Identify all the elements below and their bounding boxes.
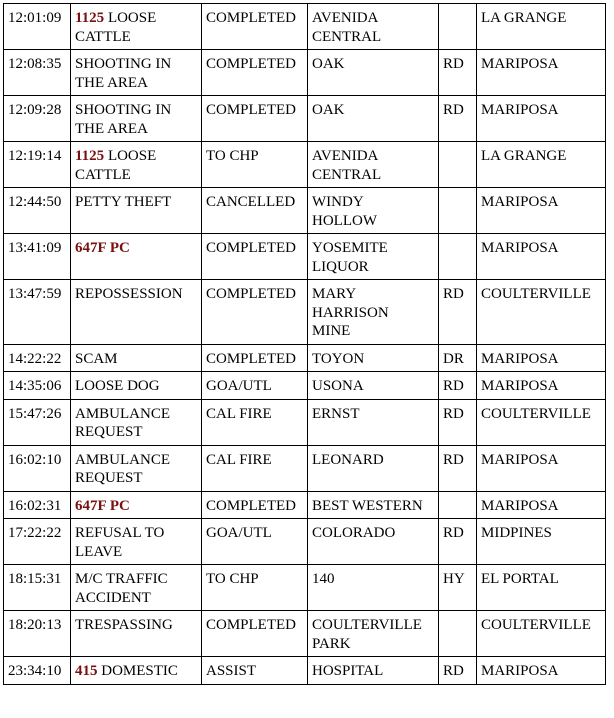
- street-suffix-cell: RD: [439, 50, 477, 96]
- street-suffix-cell: RD: [439, 657, 477, 685]
- status-cell: COMPLETED: [202, 234, 308, 280]
- incident-description: DOMESTIC: [97, 663, 178, 679]
- incident-code: 415: [75, 663, 98, 679]
- time-cell: 16:02:31: [4, 491, 71, 519]
- time-cell: 12:19:14: [4, 142, 71, 188]
- city-cell: COULTERVILLE: [477, 280, 606, 345]
- street-cell: COULTERVILLE PARK: [308, 611, 439, 657]
- call-log-body: [4, 4, 606, 685]
- incident-cell: [71, 565, 202, 611]
- time-cell: 14:22:22: [4, 344, 71, 372]
- status-cell: GOA/UTL: [202, 519, 308, 565]
- time-cell: 13:41:09: [4, 234, 71, 280]
- time-cell: 12:44:50: [4, 188, 71, 234]
- incident-description: REPOSSESSION: [75, 286, 183, 302]
- table-row: [4, 96, 606, 142]
- status-cell: CAL FIRE: [202, 445, 308, 491]
- street-suffix-cell: [439, 188, 477, 234]
- city-cell: MARIPOSA: [477, 445, 606, 491]
- incident-description: M/C TRAFFIC ACCIDENT: [75, 571, 168, 606]
- street-suffix-cell: [439, 611, 477, 657]
- street-suffix-cell: RD: [439, 372, 477, 400]
- status-cell: COMPLETED: [202, 50, 308, 96]
- time-cell: 17:22:22: [4, 519, 71, 565]
- table-row: [4, 50, 606, 96]
- incident-cell: [71, 188, 202, 234]
- street-cell: LEONARD: [308, 445, 439, 491]
- street-cell: TOYON: [308, 344, 439, 372]
- city-cell: LA GRANGE: [477, 4, 606, 50]
- city-cell: MARIPOSA: [477, 234, 606, 280]
- street-cell: 140: [308, 565, 439, 611]
- street-cell: HOSPITAL: [308, 657, 439, 685]
- table-row: [4, 234, 606, 280]
- incident-cell: [71, 519, 202, 565]
- incident-description: LOOSE CATTLE: [75, 10, 157, 45]
- incident-cell: [71, 280, 202, 345]
- incident-cell: [71, 142, 202, 188]
- incident-code: 1125: [75, 10, 105, 26]
- time-cell: 14:35:06: [4, 372, 71, 400]
- table-row: [4, 372, 606, 400]
- city-cell: MARIPOSA: [477, 50, 606, 96]
- status-cell: COMPLETED: [202, 611, 308, 657]
- incident-cell: [71, 657, 202, 685]
- city-cell: MARIPOSA: [477, 188, 606, 234]
- table-row: [4, 280, 606, 345]
- street-suffix-cell: RD: [439, 445, 477, 491]
- city-cell: MARIPOSA: [477, 344, 606, 372]
- time-cell: 16:02:10: [4, 445, 71, 491]
- street-cell: YOSEMITE LIQUOR: [308, 234, 439, 280]
- street-cell: ERNST: [308, 399, 439, 445]
- time-cell: 12:08:35: [4, 50, 71, 96]
- incident-description: LOOSE CATTLE: [75, 148, 157, 183]
- city-cell: COULTERVILLE: [477, 611, 606, 657]
- status-cell: COMPLETED: [202, 344, 308, 372]
- street-cell: WINDY HOLLOW: [308, 188, 439, 234]
- incident-cell: [71, 234, 202, 280]
- table-row: [4, 142, 606, 188]
- incident-cell: [71, 445, 202, 491]
- table-row: [4, 344, 606, 372]
- table-row: [4, 4, 606, 50]
- street-suffix-cell: [439, 142, 477, 188]
- incident-description: AMBULANCE REQUEST: [75, 405, 171, 440]
- incident-description: REFUSAL TO LEAVE: [75, 525, 165, 560]
- time-cell: 23:34:10: [4, 657, 71, 685]
- street-suffix-cell: [439, 234, 477, 280]
- street-cell: BEST WESTERN: [308, 491, 439, 519]
- status-cell: GOA/UTL: [202, 372, 308, 400]
- status-cell: COMPLETED: [202, 96, 308, 142]
- street-cell: AVENIDA CENTRAL: [308, 4, 439, 50]
- street-suffix-cell: HY: [439, 565, 477, 611]
- status-cell: COMPLETED: [202, 280, 308, 345]
- incident-cell: [71, 96, 202, 142]
- street-cell: USONA: [308, 372, 439, 400]
- street-suffix-cell: RD: [439, 399, 477, 445]
- street-cell: COLORADO: [308, 519, 439, 565]
- street-cell: OAK: [308, 96, 439, 142]
- city-cell: LA GRANGE: [477, 142, 606, 188]
- incident-description: TRESPASSING: [75, 617, 173, 633]
- table-row: [4, 188, 606, 234]
- table-row: [4, 399, 606, 445]
- table-row: [4, 491, 606, 519]
- street-suffix-cell: [439, 4, 477, 50]
- incident-description: AMBULANCE REQUEST: [75, 451, 171, 486]
- status-cell: TO CHP: [202, 142, 308, 188]
- city-cell: MARIPOSA: [477, 96, 606, 142]
- incident-cell: [71, 399, 202, 445]
- incident-cell: [71, 50, 202, 96]
- incident-description: PETTY THEFT: [75, 194, 172, 210]
- status-cell: ASSIST: [202, 657, 308, 685]
- city-cell: EL PORTAL: [477, 565, 606, 611]
- city-cell: COULTERVILLE: [477, 399, 606, 445]
- incident-cell: [71, 491, 202, 519]
- street-cell: AVENIDA CENTRAL: [308, 142, 439, 188]
- incident-code: 647F PC: [75, 497, 130, 514]
- incident-code: 647F PC: [75, 240, 130, 256]
- incident-cell: [71, 372, 202, 400]
- street-suffix-cell: RD: [439, 519, 477, 565]
- table-row: [4, 519, 606, 565]
- city-cell: MARIPOSA: [477, 491, 606, 519]
- time-cell: 12:09:28: [4, 96, 71, 142]
- incident-cell: [71, 344, 202, 372]
- incident-cell: [71, 611, 202, 657]
- call-log-table: [3, 3, 606, 685]
- street-suffix-cell: DR: [439, 344, 477, 372]
- city-cell: MIDPINES: [477, 519, 606, 565]
- status-cell: COMPLETED: [202, 491, 308, 519]
- city-cell: MARIPOSA: [477, 372, 606, 400]
- status-cell: CAL FIRE: [202, 399, 308, 445]
- time-cell: 12:01:09: [4, 4, 71, 50]
- incident-description: SHOOTING IN THE AREA: [75, 102, 172, 137]
- time-cell: 18:20:13: [4, 611, 71, 657]
- status-cell: TO CHP: [202, 565, 308, 611]
- time-cell: 13:47:59: [4, 280, 71, 345]
- time-cell: 18:15:31: [4, 565, 71, 611]
- city-cell: MARIPOSA: [477, 657, 606, 685]
- street-suffix-cell: [439, 491, 477, 519]
- street-cell: OAK: [308, 50, 439, 96]
- table-row: [4, 657, 606, 685]
- incident-description: LOOSE DOG: [75, 378, 160, 394]
- street-suffix-cell: RD: [439, 96, 477, 142]
- street-suffix-cell: RD: [439, 280, 477, 345]
- street-cell: MARY HARRISON MINE: [308, 280, 439, 345]
- table-row: [4, 445, 606, 491]
- time-cell: 15:47:26: [4, 399, 71, 445]
- incident-cell: [71, 4, 202, 50]
- status-cell: CANCELLED: [202, 188, 308, 234]
- incident-description: SCAM: [75, 350, 118, 367]
- table-row: [4, 611, 606, 657]
- status-cell: COMPLETED: [202, 4, 308, 50]
- incident-code: 1125: [75, 148, 105, 164]
- table-row: [4, 565, 606, 611]
- incident-description: SHOOTING IN THE AREA: [75, 56, 172, 91]
